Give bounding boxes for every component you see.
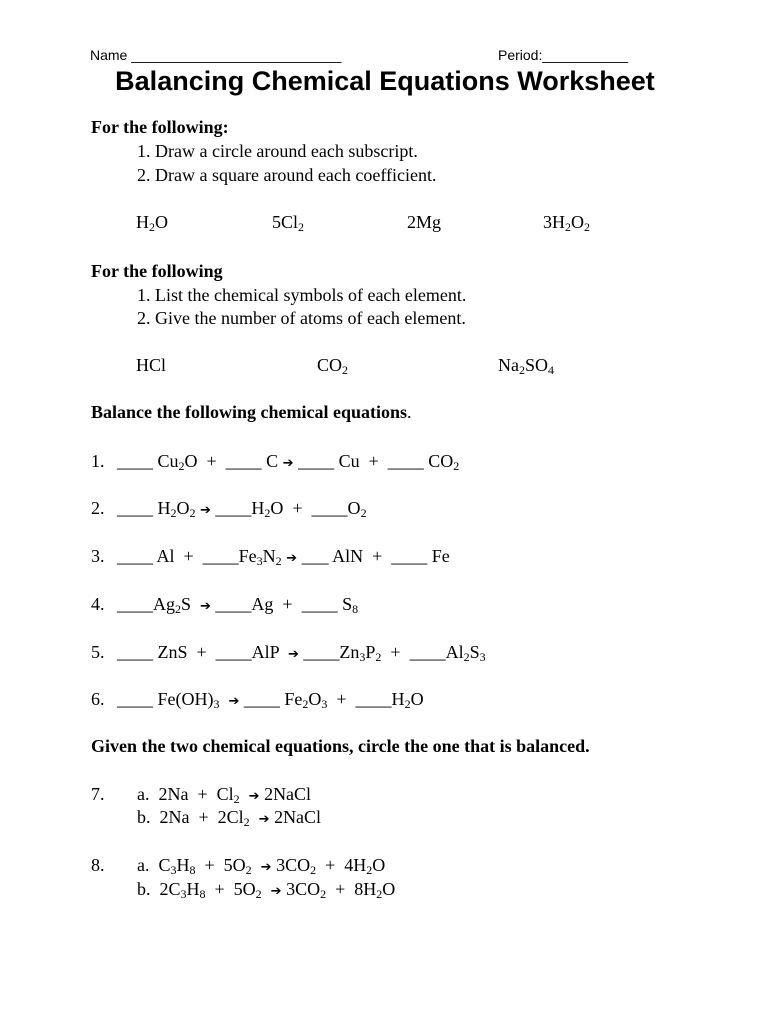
period-field-label: Period:___________: [498, 47, 629, 63]
section4-heading: Given the two chemical equations, circle the one that is balanced.: [91, 736, 590, 756]
section1-formula: $5Cl_2$: [272, 212, 305, 234]
question-option: b. $2Na + 2Cl_2$ ➔ 2NaCl: [137, 807, 322, 829]
section3-heading: Balance the following chemical equations.: [91, 402, 412, 422]
section2-formula: HCl: [136, 355, 167, 375]
question-option: a. $2Na + Cl_2$ ➔ 2NaCl: [137, 784, 312, 806]
section1-instruction-1: 1. Draw a circle around each subscript.: [137, 141, 418, 161]
arrow-icon: ➔: [270, 884, 282, 899]
section1-instruction-2: 2. Draw a square around each coefficient.: [137, 165, 437, 185]
section1-formula: $3H_2O_2$: [543, 212, 590, 234]
question-option: a. $C_3H_8 + 5O_2$ ➔ $3CO_2 + 4H_2O$: [137, 855, 386, 877]
equation-row: 1. ____ $Cu_2O$ + ____ C ➔ ____ Cu + ____ $CO_2$: [91, 451, 460, 473]
question-number: 8.: [91, 855, 105, 875]
section1-heading: For the following:: [91, 117, 229, 137]
arrow-icon: ➔: [260, 860, 272, 875]
arrow-icon: ➔: [282, 456, 294, 471]
equation-row: 5. ____ ZnS + ____AlP ➔ $\_\_\_\_Zn_3P_2$ + $\_\_\_\_Al_2S_3$: [91, 642, 486, 664]
section2-heading: For the following: [91, 261, 223, 281]
name-field-label: Name ___________________________: [90, 47, 342, 63]
equation-row: 4. $\_\_\_\_Ag_2S$ ➔ ____Ag + ____ $S_8$: [91, 594, 359, 616]
section2-instruction-2: 2. Give the number of atoms of each element.: [137, 308, 466, 328]
section2-instruction-1: 1. List the chemical symbols of each element.: [137, 285, 467, 305]
arrow-icon: ➔: [286, 551, 298, 566]
arrow-icon: ➔: [248, 789, 260, 804]
question-option: b. $2C_3H_8 + 5O_2$ ➔ $3CO_2 + 8H_2O$: [137, 879, 396, 901]
section2-formula: $Na_2SO_4$: [498, 355, 555, 377]
arrow-icon: ➔: [200, 503, 211, 518]
section1-formula: 2Mg: [407, 212, 442, 232]
question-number: 7.: [91, 784, 105, 804]
equation-row: 3. ____ $Al + \_\_\_\_Fe_3N_2$ ➔ ___ AlN + ____ Fe: [91, 546, 450, 568]
arrow-icon: ➔: [288, 647, 299, 662]
arrow-icon: ➔: [258, 812, 270, 827]
page-title: Balancing Chemical Equations Worksheet: [115, 66, 655, 96]
equation-row: 6. ____ $Fe(OH)_3$ ➔ ____ $Fe_2O_3$ + $\_\_\_\_H_2O$: [91, 689, 424, 711]
section1-formula: $H_2O$: [136, 212, 168, 234]
arrow-icon: ➔: [200, 599, 211, 614]
section2-formula: $CO_2$: [317, 355, 349, 377]
equation-row: 2. ____ $H_2O_2$ ➔ $\_\_\_\_H_2O$ + $\_\_\_\_O_2$: [91, 498, 367, 520]
arrow-icon: ➔: [228, 694, 240, 709]
